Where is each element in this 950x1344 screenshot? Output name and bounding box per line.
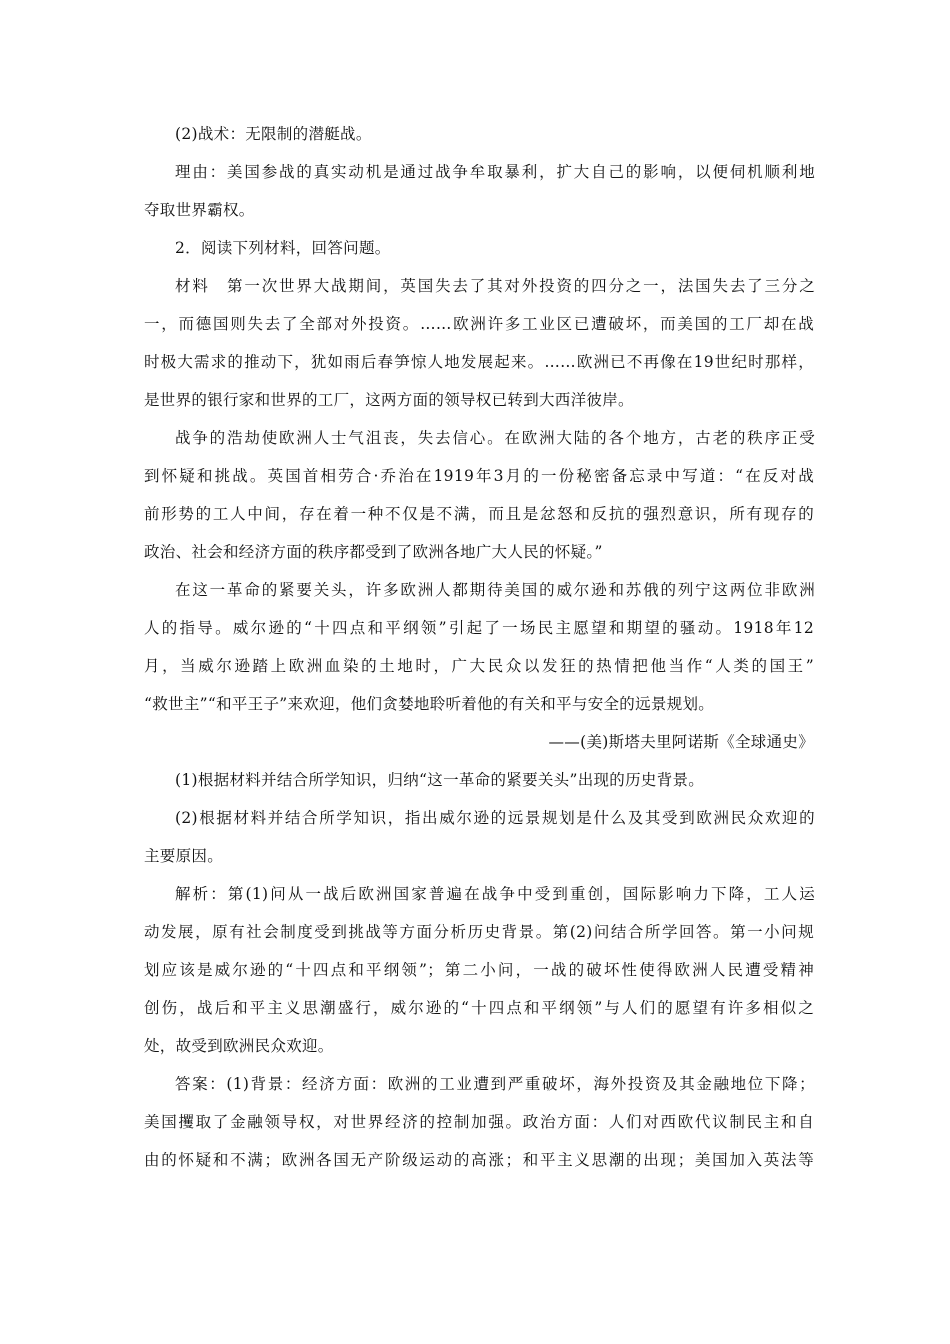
answer-reason-line: 理由：美国参战的真实动机是通过战争牟取暴利，扩大自己的影响，以便伺机顺利地 [175, 163, 815, 181]
analysis-paragraph-line: 动发展，原有社会制度受到挑战等方面分析历史背景。第(2)问结合所学回答。第一小问规 [144, 923, 814, 941]
material-paragraph-line: 前形势的工人中间，存在着一种不仅是不满，而且是忿怒和反抗的强烈意识，所有现存的 [144, 505, 814, 523]
material-paragraph-line: 时极大需求的推动下，犹如雨后春笋惊人地发展起来。……欧洲已不再像在19世纪时那样， [144, 353, 814, 371]
material-paragraph-line: 一，而德国则失去了全部对外投资。……欧洲许多工业区已遭破坏，而美国的工厂却在战 [144, 315, 814, 333]
material-paragraph-line: “救世主”“和平王子”来欢迎，他们贪婪地聆听着他的有关和平与安全的远景规划。 [144, 695, 715, 713]
material-paragraph-line: 是世界的银行家和世界的工厂，这两方面的领导权已转到大西洋彼岸。 [144, 391, 634, 409]
sub-question-1: (1)根据材料并结合所学知识，归纳“这一革命的紧要关头”出现的历史背景。 [175, 771, 705, 789]
answer-paragraph-line: 美国攫取了金融领导权，对世界经济的控制加强。政治方面：人们对西欧代议制民主和自 [144, 1113, 814, 1131]
material-paragraph-line: 政治、社会和经济方面的秩序都受到了欧洲各地广大人民的怀疑。” [144, 543, 603, 561]
material-source: ——(美)斯塔夫里阿诺斯《全球通史》 [548, 733, 814, 751]
material-paragraph-line: 到怀疑和挑战。英国首相劳合·乔治在1919年3月的一份秘密备忘录中写道：“在反对战 [144, 467, 814, 485]
material-paragraph-line: 战争的浩劫使欧洲人士气沮丧，失去信心。在欧洲大陆的各个地方，古老的秩序正受 [175, 429, 815, 447]
question-2-heading: 2．阅读下列材料，回答问题。 [175, 239, 391, 257]
material-paragraph-line: 人的指导。威尔逊的“十四点和平纲领”引起了一场民主愿望和期望的骚动。1918年12 [144, 619, 814, 637]
analysis-paragraph-line: 解析：第(1)问从一战后欧洲国家普遍在战争中受到重创，国际影响力下降，工人运 [175, 885, 815, 903]
material-paragraph-line: 材料 第一次世界大战期间，英国失去了其对外投资的四分之一，法国失去了三分之 [175, 277, 815, 295]
material-paragraph-line: 在这一革命的紧要关头，许多欧洲人都期待美国的威尔逊和苏俄的列宁这两位非欧洲 [175, 581, 815, 599]
answer-reason-line: 夺取世界霸权。 [144, 201, 255, 219]
material-paragraph-line: 月，当威尔逊踏上欧洲血染的土地时，广大民众以发狂的热情把他当作“人类的国王” [144, 657, 814, 675]
answer-tactic: (2)战术：无限制的潜艇战。 [175, 125, 372, 143]
analysis-paragraph-line: 划应该是威尔逊的“十四点和平纲领”；第二小问，一战的破坏性使得欧洲人民遭受精神 [144, 961, 814, 979]
sub-question-2: 主要原因。 [144, 847, 224, 865]
analysis-paragraph-line: 创伤，战后和平主义思潮盛行，威尔逊的“十四点和平纲领”与人们的愿望有许多相似之 [144, 999, 814, 1017]
analysis-paragraph-line: 处，故受到欧洲民众欢迎。 [144, 1037, 334, 1055]
answer-paragraph-line: 答案：(1)背景：经济方面：欧洲的工业遭到严重破坏，海外投资及其金融地位下降； [175, 1075, 815, 1093]
sub-question-2: (2)根据材料并结合所学知识，指出威尔逊的远景规划是什么及其受到欧洲民众欢迎的 [175, 809, 815, 827]
answer-paragraph-line: 由的怀疑和不满；欧洲各国无产阶级运动的高涨；和平主义思潮的出现；美国加入英法等 [144, 1151, 814, 1169]
